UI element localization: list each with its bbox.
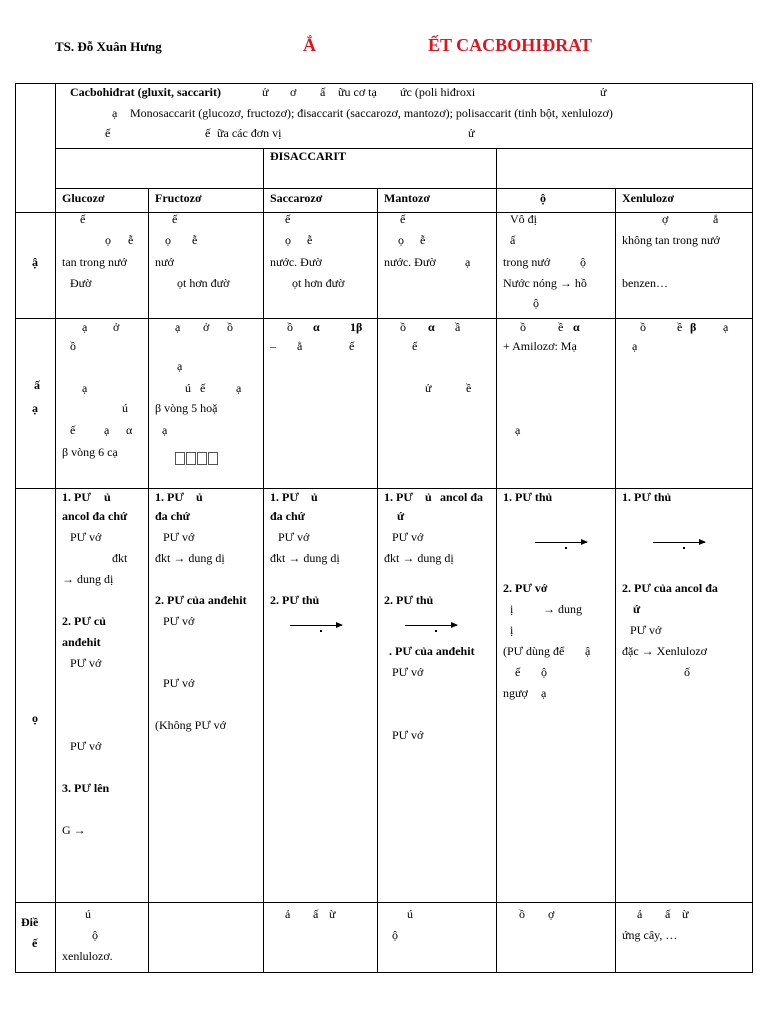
table-line: [377, 188, 378, 972]
cell-text: PƯ vớ: [70, 656, 102, 670]
cell-text: ấ: [665, 907, 671, 921]
intro-text: ấ: [320, 85, 326, 99]
author-name: TS. Đỗ Xuân Hưng: [55, 39, 162, 54]
cell-text: ú: [185, 381, 191, 395]
cell-text: ạ: [177, 359, 183, 373]
cell-text: ứng cây, …: [622, 928, 678, 942]
cell-text: 1. PƯ thủ: [622, 490, 672, 504]
cell-text: 1. PƯ: [62, 490, 91, 504]
table-line: [55, 188, 752, 189]
intro-text: ạ: [112, 106, 118, 120]
cell-text: ạ: [465, 255, 471, 269]
cell-text: đặc → Xenlulozơ: [622, 644, 707, 658]
cell-text: ế: [400, 212, 406, 226]
reaction-arrow: [535, 542, 587, 543]
intro-text: ữa các đơn vị: [217, 126, 282, 140]
cell-text: nước. Đườ: [384, 255, 436, 269]
cell-text: 2. PƯ của ancol đa: [622, 581, 718, 595]
table-line: [615, 188, 616, 972]
cell-text: ạ: [162, 423, 168, 437]
cell-text: ứ: [397, 509, 405, 523]
intro-text: ế: [105, 126, 111, 140]
table-line: [15, 212, 752, 213]
cell-text: tan trong nướ: [62, 255, 127, 269]
cell-text: ạ: [104, 423, 110, 437]
intro-text: ữu cơ tạ: [338, 85, 377, 99]
cell-text: ạ: [632, 339, 638, 353]
cell-text: Vô đị: [510, 212, 537, 226]
cell-text: ồ: [287, 320, 293, 334]
cell-text: + Amilozơ: Mạ: [503, 339, 577, 353]
cell-text: ở: [113, 320, 120, 334]
intro-text: ử: [600, 85, 607, 99]
cell-text: ở: [203, 320, 210, 334]
table-border-left: [15, 83, 16, 972]
cell-text: ộ: [392, 928, 398, 942]
cell-text: PƯ vớ: [70, 739, 102, 753]
cell-text: ừ: [329, 907, 336, 921]
cell-text: 1β: [350, 320, 363, 334]
cell-text: → dung: [543, 602, 582, 616]
cell-text: ễ: [420, 233, 426, 247]
cell-text: ầ: [455, 320, 461, 334]
row-label-preparation: Điề: [21, 915, 39, 929]
cell-text: 2. PƯ vớ: [503, 581, 548, 595]
cell-text: ọ: [398, 233, 404, 247]
row-label-structure: ạ: [32, 401, 38, 415]
cell-text: xenlulozơ.: [62, 949, 113, 963]
cell-text: PƯ vớ: [163, 530, 195, 544]
cell-text: ủ: [425, 490, 432, 504]
cell-text: ễ: [192, 233, 198, 247]
cell-text: ngượ: [503, 686, 528, 700]
cell-text: ủ: [311, 490, 318, 504]
cell-text: ạ: [175, 320, 181, 334]
reaction-arrow: [653, 542, 705, 543]
cell-text: α: [313, 320, 320, 334]
cell-text: ị: [510, 623, 514, 637]
cell-text: ồ: [70, 339, 76, 353]
cell-text: ạ: [515, 423, 521, 437]
cell-text: ồ: [519, 907, 525, 921]
missing-glyph-box: [175, 452, 185, 465]
group-header-disaccarit: ĐISACCARIT: [270, 149, 347, 163]
cell-text: PƯ vớ: [163, 614, 195, 628]
cell-text: ộ: [533, 296, 539, 310]
cell-text: ạ: [82, 381, 88, 395]
cell-text: ủ: [196, 490, 203, 504]
cell-text: ử: [425, 381, 432, 395]
cell-text: ọt hơn đườ: [177, 276, 230, 290]
intro-text: ử: [262, 85, 269, 99]
cell-text: anđehit: [62, 635, 101, 649]
cell-text: ộ: [92, 928, 98, 942]
cell-text: ề: [558, 320, 564, 334]
column-header-fructozo: Fructozơ: [155, 191, 202, 205]
cell-text: ấ: [313, 907, 319, 921]
table-line: [55, 148, 752, 149]
cell-text: 1. PƯ: [384, 490, 413, 504]
cell-text: ồ: [400, 320, 406, 334]
cell-text: ộ: [541, 665, 547, 679]
cell-text: Đườ: [70, 276, 92, 290]
cell-text: ế: [349, 339, 355, 353]
cell-text: nước. Đườ: [270, 255, 322, 269]
cell-text: α: [126, 423, 133, 437]
cell-text: –: [270, 339, 276, 353]
cell-text: đkt: [112, 551, 128, 565]
cell-text: → dung dị: [62, 572, 114, 586]
cell-text: PƯ vớ: [278, 530, 310, 544]
cell-text: ắ: [713, 212, 719, 226]
cell-text: ancol đa chứ: [62, 509, 128, 523]
intro-text: ơ: [290, 85, 297, 99]
cell-text: ị: [510, 602, 514, 616]
intro-text: Monosaccarit (glucozơ, fructozơ); đisaccarit (saccarozơ, mantozơ); polisaccarit (tinh bột, xenlulozơ): [130, 106, 613, 120]
table-line: [496, 148, 497, 972]
cell-text: PƯ vớ: [392, 728, 424, 742]
cell-text: ợ: [662, 212, 669, 226]
cell-text: ọ: [165, 233, 171, 247]
cell-text: ọ: [105, 233, 111, 247]
cell-text: ạ: [236, 381, 242, 395]
cell-text: ề: [466, 381, 472, 395]
cell-text: PƯ vớ: [392, 530, 424, 544]
missing-glyph-box: [208, 452, 218, 465]
cell-text: 2. PƯ thủ: [384, 593, 434, 607]
cell-text: . PƯ của anđehit: [389, 644, 475, 658]
cell-text: đa chứ: [155, 509, 190, 523]
cell-text: ế: [285, 212, 291, 226]
cell-text: ế: [80, 212, 86, 226]
cell-text: (PƯ dùng để: [503, 644, 565, 658]
cell-text: ancol đa: [440, 490, 484, 504]
cell-text: ẳ: [297, 339, 303, 353]
cell-text: đkt → dung dị: [384, 551, 454, 565]
page-title-part-2: ẾT CACBOHIĐRAT: [428, 35, 592, 55]
intro-text: ử: [468, 126, 475, 140]
page-title-part-1: Ắ: [303, 35, 316, 55]
cell-text: β: [690, 320, 697, 334]
intro-text: ức (poli hiđroxi: [400, 85, 476, 99]
cell-text: trong nướ: [503, 255, 551, 269]
cell-text: ồ: [227, 320, 233, 334]
cell-text: ế: [172, 212, 178, 226]
cell-text: không tan trong nướ: [622, 233, 720, 247]
missing-glyph-boxes: [175, 452, 218, 465]
cell-text: đa chứ: [270, 509, 305, 523]
intro-text: ế: [205, 126, 211, 140]
cell-text: ồ: [640, 320, 646, 334]
cell-text: ạ: [541, 686, 547, 700]
table-line: [263, 148, 264, 972]
cell-text: ề: [677, 320, 683, 334]
cell-text: (Không PƯ vớ: [155, 718, 226, 732]
cell-text: ợ: [548, 907, 555, 921]
column-header-mantozo: Mantozơ: [384, 191, 430, 205]
row-label-structure: ấ: [34, 378, 40, 392]
intro-text: Cacbohiđrat (gluxit, saccarit): [70, 85, 221, 99]
cell-text: ọt hơn đườ: [292, 276, 345, 290]
cell-text: 2. PƯ củ: [62, 614, 106, 628]
cell-text: 2. PƯ thủ: [270, 593, 320, 607]
cell-text: ừ: [682, 907, 689, 921]
row-label-preparation: ế: [32, 936, 38, 950]
cell-text: α: [573, 320, 580, 334]
cell-text: β vòng 5 hoặ: [155, 401, 218, 415]
reaction-arrow: [290, 625, 342, 626]
cell-text: PƯ vớ: [163, 676, 195, 690]
cell-text: ú: [85, 907, 91, 921]
cell-text: ậ: [585, 644, 591, 658]
cell-text: đkt → dung dị: [155, 551, 225, 565]
cell-text: nướ: [155, 255, 174, 269]
cell-text: ễ: [128, 233, 134, 247]
column-header-xenlulozo: Xenlulozơ: [622, 191, 674, 205]
cell-text: ố: [684, 665, 690, 679]
table-border-bottom: [15, 972, 753, 973]
cell-text: PƯ vớ: [70, 530, 102, 544]
cell-text: ế: [412, 339, 418, 353]
row-label-chemical: ọ: [32, 711, 38, 725]
cell-text: ạ: [82, 320, 88, 334]
column-header-tinh-bot: ộ: [540, 191, 546, 205]
table-border-right: [752, 83, 753, 972]
cell-text: ọ: [285, 233, 291, 247]
missing-glyph-box: [197, 452, 207, 465]
cell-text: ế: [200, 381, 206, 395]
cell-text: ộ: [580, 255, 586, 269]
table-line: [15, 902, 752, 903]
cell-text: ủ: [104, 490, 111, 504]
cell-text: Nước nóng → hồ: [503, 276, 587, 290]
cell-text: 1. PƯ: [270, 490, 299, 504]
cell-text: ả: [637, 907, 643, 921]
cell-text: ế: [515, 665, 521, 679]
cell-text: G →: [62, 823, 86, 837]
cell-text: 3. PƯ lên: [62, 781, 110, 795]
cell-text: ú: [122, 401, 128, 415]
cell-text: α: [428, 320, 435, 334]
table-line: [55, 83, 56, 972]
cell-text: ạ: [723, 320, 729, 334]
column-header-saccarozo: Saccarozơ: [270, 191, 323, 205]
cell-text: ấ: [510, 233, 516, 247]
cell-text: 1. PƯ thủ: [503, 490, 553, 504]
cell-text: β vòng 6 cạ: [62, 445, 118, 459]
cell-text: ả: [285, 907, 291, 921]
table-line: [148, 188, 149, 972]
cell-text: PƯ vớ: [630, 623, 662, 637]
cell-text: ú: [407, 907, 413, 921]
cell-text: ễ: [307, 233, 313, 247]
cell-text: đkt → dung dị: [270, 551, 340, 565]
column-header-glucozo: Glucozơ: [62, 191, 105, 205]
cell-text: benzen…: [622, 276, 668, 290]
missing-glyph-box: [186, 452, 196, 465]
cell-text: ồ: [520, 320, 526, 334]
cell-text: ứ: [633, 602, 641, 616]
row-label-physical: ậ: [32, 255, 38, 269]
cell-text: 1. PƯ: [155, 490, 184, 504]
cell-text: 2. PƯ của anđehit: [155, 593, 247, 607]
cell-text: ế: [70, 423, 76, 437]
reaction-arrow: [405, 625, 457, 626]
cell-text: PƯ vớ: [392, 665, 424, 679]
